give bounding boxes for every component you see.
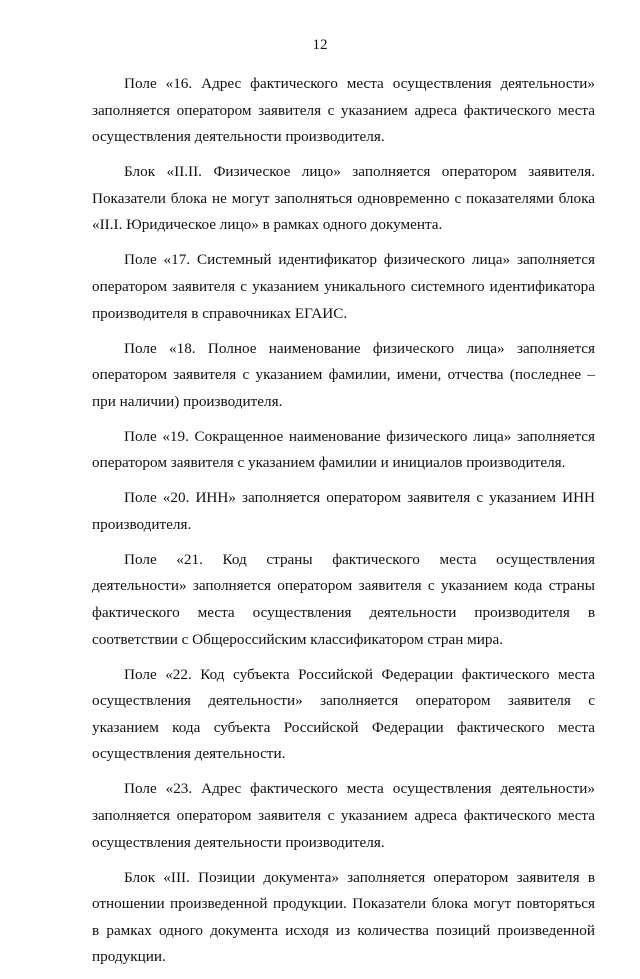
paragraph-field-20: Поле «20. ИНН» заполняется оператором заявителя с указанием ИНН производителя. [92, 489, 595, 533]
paragraph-field-23: Поле «23. Адрес фактического места осуществления деятельности» заполняется оператором заявителя с указанием адреса фактического места осуществления деятельности производителя. [92, 780, 595, 851]
paragraph-field-17: Поле «17. Системный идентификатор физического лица» заполняется оператором заявителя с указанием уникального системного идентификатора производителя в справочниках ЕГАИС. [92, 251, 595, 322]
paragraph-field-21: Поле «21. Код страны фактического места осуществления деятельности» заполняется оператором заявителя с указанием кода страны фактического места осуществления деятельности производителя в соответствии с Общероссийским классификатором стран мира. [92, 550, 595, 648]
paragraph-field-18: Поле «18. Полное наименование физического лица» заполняется оператором заявителя с указанием фамилии, имени, отчества (последнее – при наличии) производителя. [92, 339, 595, 410]
paragraph-block-2-2: Блок «II.II. Физическое лицо» заполняется оператором заявителя. Показатели блока не могут заполняться одновременно с показателями блока «II.I. Юридическое лицо» в рамках одного документа. [92, 163, 595, 234]
page-number: 12 [312, 37, 328, 53]
paragraph-field-22: Поле «22. Код субъекта Российской Федерации фактического места осуществления деятельности» заполняется оператором заявителя с указанием кода субъекта Российской Федерации фактического места осуществления деятельности. [92, 665, 595, 763]
paragraph-block-3: Блок «III. Позиции документа» заполняется оператором заявителя в отношении произведенной продукции. Показатели блока могут повторяться в рамках одного документа исходя из количества позиций произведенной продукции. [92, 868, 595, 966]
paragraph-field-19: Поле «19. Сокращенное наименование физического лица» заполняется оператором заявителя с указанием фамилии и инициалов производителя. [92, 427, 595, 472]
document-body [92, 71, 595, 979]
paragraph-field-16: Поле «16. Адрес фактического места осуществления деятельности» заполняется оператором заявителя с указанием адреса фактического места осуществления деятельности производителя. [92, 75, 595, 146]
